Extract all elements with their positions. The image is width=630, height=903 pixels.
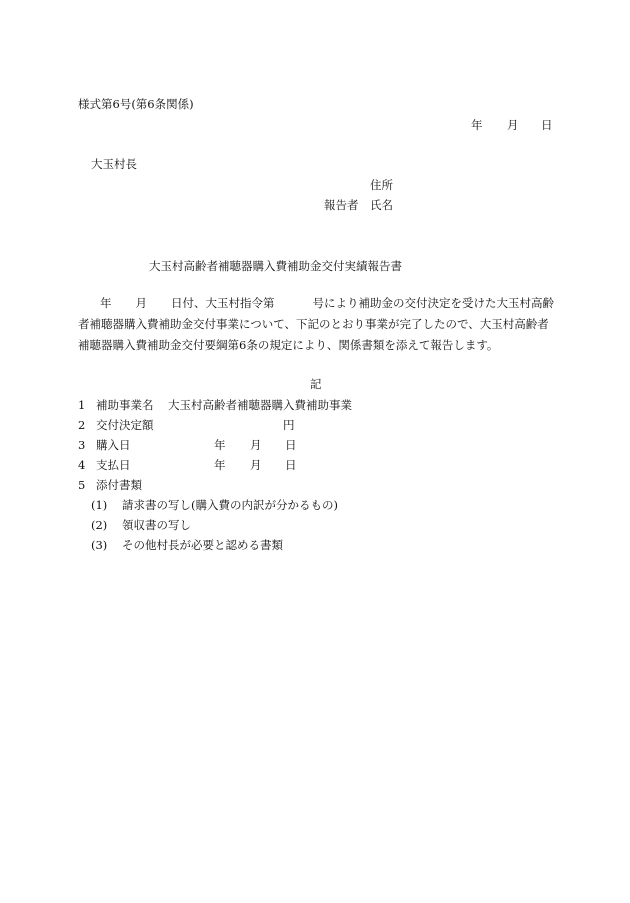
body-year-label: 年 — [100, 296, 112, 310]
reporter-role-label: 報告者 — [324, 198, 359, 212]
body-text: 号により補助金の交付決定を受けた大玉村高齢者補聴器購入費補助金交付事業について、下記のとおり事業が完了したので、大玉村高齢者補聴器購入費補助金交付要綱第6条の規定により、関係書類を添えて報告します。 — [78, 296, 554, 352]
purchase-year-label: 年 — [214, 438, 226, 452]
body-day-ref: 日付、大玉村指令第 — [171, 296, 275, 310]
name-label: 氏名 — [370, 198, 393, 212]
date-day-label: 日 — [541, 118, 553, 132]
payment-month-label: 月 — [250, 458, 262, 472]
attachment-text: その他村長が必要と認める書類 — [122, 538, 283, 552]
item-number: 4 — [78, 458, 86, 472]
attachment-number: (2) — [91, 518, 108, 532]
item-label: 添付書類 — [96, 478, 142, 492]
ki-heading: 記 — [310, 377, 322, 391]
item-value: 大玉村高齢者補聴器購入費補助事業 — [168, 398, 352, 412]
addressee: 大玉村長 — [91, 157, 137, 171]
yen-unit: 円 — [283, 418, 295, 432]
item-label: 購入日 — [96, 438, 131, 452]
attachment-text: 領収書の写し — [122, 518, 191, 532]
item-label: 交付決定額 — [96, 418, 154, 432]
address-label: 住所 — [370, 178, 393, 192]
payment-year-label: 年 — [214, 458, 226, 472]
item-number: 2 — [78, 418, 86, 432]
body-month-label: 月 — [135, 296, 147, 310]
report-body — [78, 293, 558, 356]
item-number: 5 — [78, 478, 86, 492]
item-label: 支払日 — [96, 458, 131, 472]
attachment-number: (1) — [91, 498, 108, 512]
item-number: 1 — [78, 398, 86, 412]
item-label: 補助事業名 — [96, 398, 154, 412]
item-number: 3 — [78, 438, 86, 452]
form-number: 様式第6号(第6条関係) — [78, 97, 194, 111]
attachment-text: 請求書の写し(購入費の内訳が分かるもの) — [122, 498, 338, 512]
attachment-number: (3) — [91, 538, 108, 552]
purchase-month-label: 月 — [250, 438, 262, 452]
date-year-label: 年 — [471, 118, 483, 132]
purchase-day-label: 日 — [285, 438, 297, 452]
payment-day-label: 日 — [285, 458, 297, 472]
date-month-label: 月 — [507, 118, 519, 132]
document-title: 大玉村高齢者補聴器購入費補助金交付実績報告書 — [149, 259, 402, 273]
